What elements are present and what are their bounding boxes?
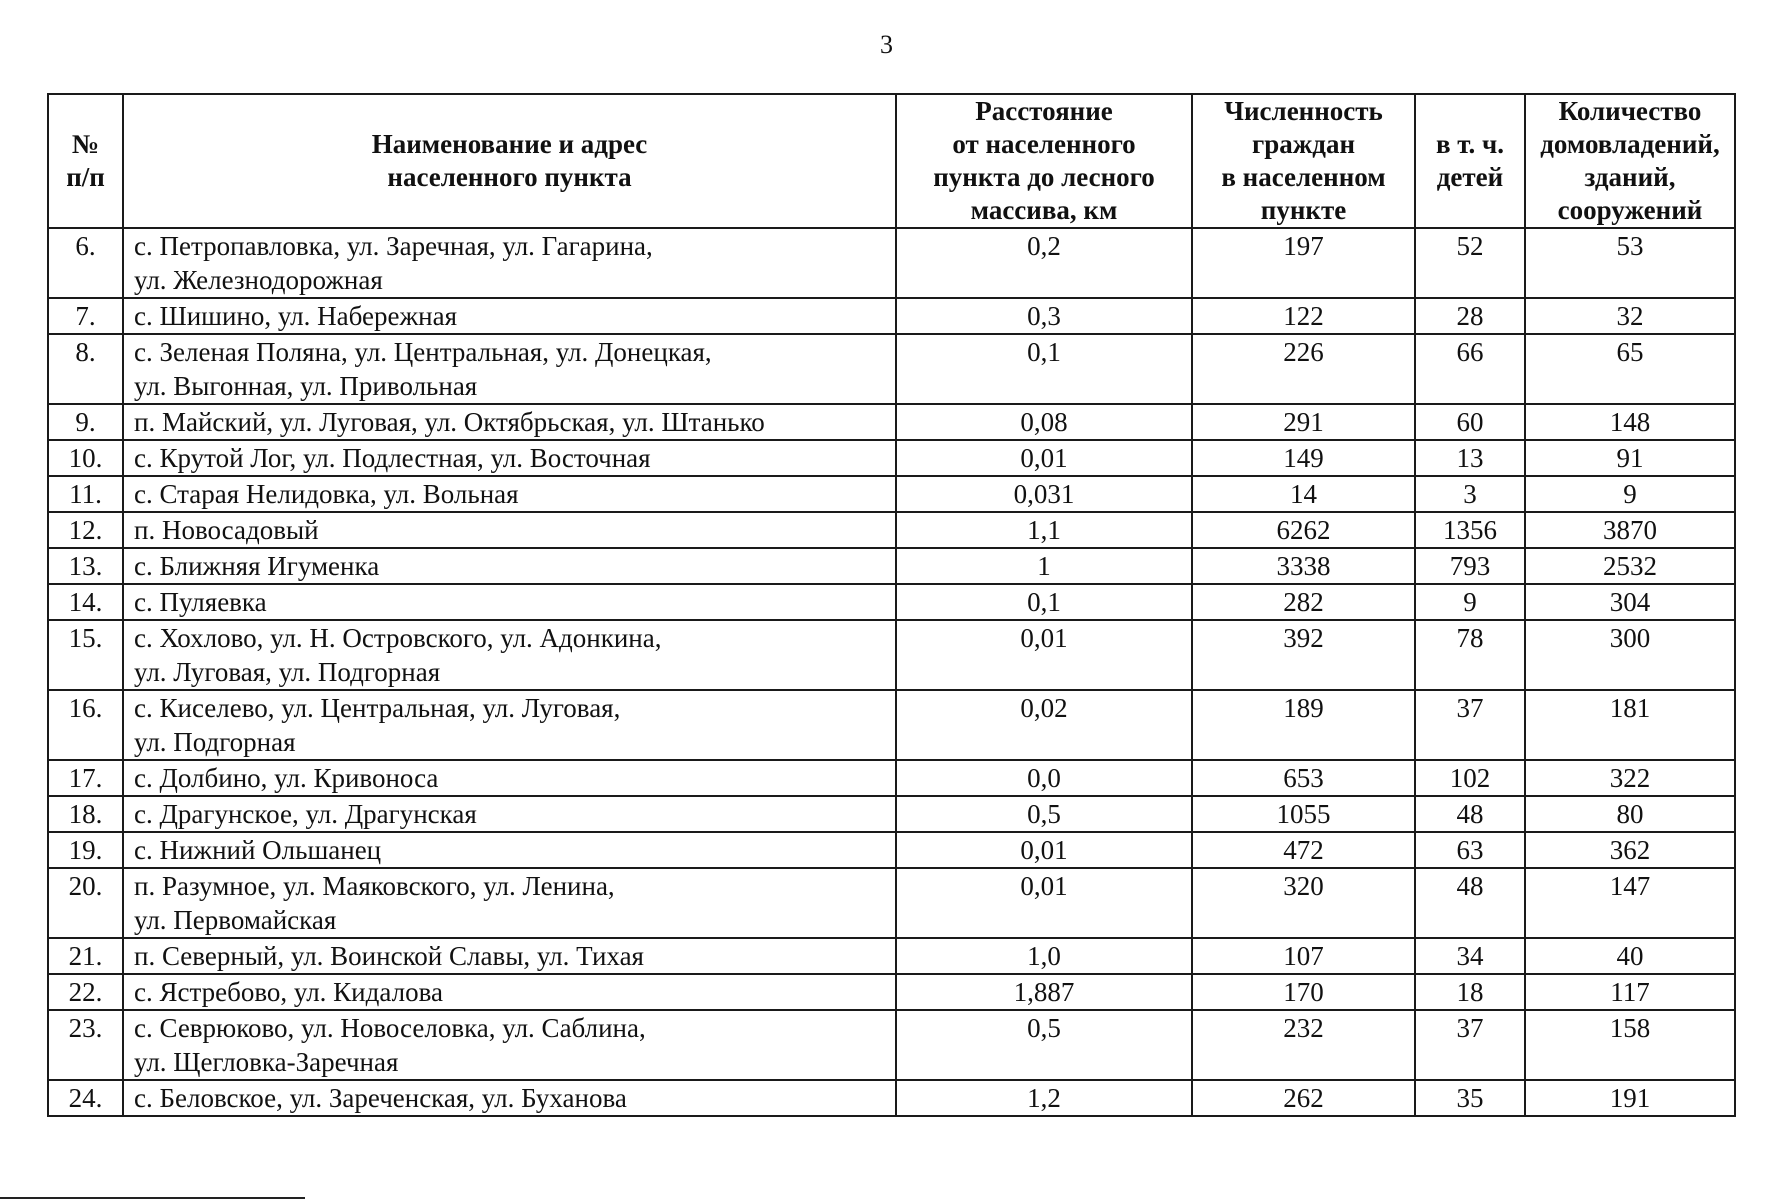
children-count-cell: 63 — [1415, 832, 1525, 868]
population-cell: 653 — [1192, 760, 1415, 796]
header-num — [48, 94, 123, 228]
settlement-name-cell: с. Нижний Ольшанец — [123, 832, 896, 868]
children-count-cell: 1356 — [1415, 512, 1525, 548]
footnote-rule — [0, 1197, 305, 1199]
buildings-count-cell: 158 — [1525, 1010, 1735, 1080]
distance-to-forest-cell: 0,031 — [896, 476, 1192, 512]
population-cell: 6262 — [1192, 512, 1415, 548]
settlement-name-cell: п. Северный, ул. Воинской Славы, ул. Тихая — [123, 938, 896, 974]
table-row — [48, 512, 1735, 548]
buildings-count-cell: 300 — [1525, 620, 1735, 690]
buildings-count-cell: 148 — [1525, 404, 1735, 440]
population-cell: 291 — [1192, 404, 1415, 440]
table-row — [48, 404, 1735, 440]
table-row — [48, 868, 1735, 938]
header-children — [1415, 94, 1525, 228]
buildings-count-cell: 322 — [1525, 760, 1735, 796]
population-cell: 14 — [1192, 476, 1415, 512]
row-number-cell: 10. — [48, 440, 123, 476]
buildings-count-cell: 117 — [1525, 974, 1735, 1010]
distance-to-forest-cell: 0,01 — [896, 832, 1192, 868]
table-row — [48, 476, 1735, 512]
population-cell: 232 — [1192, 1010, 1415, 1080]
table-row — [48, 298, 1735, 334]
population-cell: 170 — [1192, 974, 1415, 1010]
settlements-table — [47, 93, 1736, 1117]
settlement-name-cell: с. Киселево, ул. Центральная, ул. Луговая, ул. Подгорная — [123, 690, 896, 760]
distance-to-forest-cell: 0,01 — [896, 868, 1192, 938]
settlement-name-cell: с. Севрюково, ул. Новоселовка, ул. Саблина, ул. Щегловка-Заречная — [123, 1010, 896, 1080]
row-number-cell: 24. — [48, 1080, 123, 1116]
population-cell: 122 — [1192, 298, 1415, 334]
header-distance-text: Расстояние от населенного пункта до лесного массива, км — [933, 96, 1155, 225]
distance-to-forest-cell: 1,887 — [896, 974, 1192, 1010]
buildings-count-cell: 3870 — [1525, 512, 1735, 548]
distance-to-forest-cell: 0,2 — [896, 228, 1192, 298]
header-population-text: Численность граждан в населенном пункте — [1221, 96, 1386, 225]
settlement-name-cell: с. Старая Нелидовка, ул. Вольная — [123, 476, 896, 512]
population-cell: 107 — [1192, 938, 1415, 974]
row-number-cell: 7. — [48, 298, 123, 334]
children-count-cell: 48 — [1415, 868, 1525, 938]
distance-to-forest-cell: 0,5 — [896, 796, 1192, 832]
distance-to-forest-cell: 0,08 — [896, 404, 1192, 440]
settlement-name-cell: с. Крутой Лог, ул. Подлестная, ул. Восточная — [123, 440, 896, 476]
distance-to-forest-cell: 1 — [896, 548, 1192, 584]
buildings-count-cell: 147 — [1525, 868, 1735, 938]
buildings-count-cell: 80 — [1525, 796, 1735, 832]
children-count-cell: 3 — [1415, 476, 1525, 512]
buildings-count-cell: 304 — [1525, 584, 1735, 620]
population-cell: 282 — [1192, 584, 1415, 620]
row-number-cell: 22. — [48, 974, 123, 1010]
settlement-name-cell: п. Новосадовый — [123, 512, 896, 548]
children-count-cell: 13 — [1415, 440, 1525, 476]
children-count-cell: 793 — [1415, 548, 1525, 584]
distance-to-forest-cell: 1,1 — [896, 512, 1192, 548]
buildings-count-cell: 181 — [1525, 690, 1735, 760]
population-cell: 226 — [1192, 334, 1415, 404]
distance-to-forest-cell: 0,0 — [896, 760, 1192, 796]
table-body — [48, 228, 1735, 1116]
population-cell: 149 — [1192, 440, 1415, 476]
header-name — [123, 94, 896, 228]
settlement-name-cell: п. Майский, ул. Луговая, ул. Октябрьская, ул. Штанько — [123, 404, 896, 440]
distance-to-forest-cell: 0,1 — [896, 334, 1192, 404]
row-number-cell: 21. — [48, 938, 123, 974]
table-row — [48, 228, 1735, 298]
children-count-cell: 37 — [1415, 1010, 1525, 1080]
header-distance — [896, 94, 1192, 228]
children-count-cell: 28 — [1415, 298, 1525, 334]
buildings-count-cell: 362 — [1525, 832, 1735, 868]
children-count-cell: 48 — [1415, 796, 1525, 832]
buildings-count-cell: 91 — [1525, 440, 1735, 476]
header-children-text: в т. ч. детей — [1435, 129, 1505, 192]
table-row — [48, 548, 1735, 584]
buildings-count-cell: 65 — [1525, 334, 1735, 404]
settlement-name-cell: с. Петропавловка, ул. Заречная, ул. Гагарина, ул. Железнодорожная — [123, 228, 896, 298]
row-number-cell: 15. — [48, 620, 123, 690]
buildings-count-cell: 40 — [1525, 938, 1735, 974]
settlement-name-cell: с. Зеленая Поляна, ул. Центральная, ул. Донецкая, ул. Выгонная, ул. Привольная — [123, 334, 896, 404]
population-cell: 189 — [1192, 690, 1415, 760]
settlement-name-cell: с. Ястребово, ул. Кидалова — [123, 974, 896, 1010]
settlement-name-cell: с. Ближняя Игуменка — [123, 548, 896, 584]
buildings-count-cell: 32 — [1525, 298, 1735, 334]
population-cell: 320 — [1192, 868, 1415, 938]
distance-to-forest-cell: 0,02 — [896, 690, 1192, 760]
population-cell: 392 — [1192, 620, 1415, 690]
settlement-name-cell: с. Долбино, ул. Кривоноса — [123, 760, 896, 796]
distance-to-forest-cell: 0,01 — [896, 440, 1192, 476]
settlement-name-cell: с. Хохлово, ул. Н. Островского, ул. Адонкина, ул. Луговая, ул. Подгорная — [123, 620, 896, 690]
row-number-cell: 8. — [48, 334, 123, 404]
row-number-cell: 19. — [48, 832, 123, 868]
row-number-cell: 18. — [48, 796, 123, 832]
children-count-cell: 66 — [1415, 334, 1525, 404]
population-cell: 197 — [1192, 228, 1415, 298]
children-count-cell: 18 — [1415, 974, 1525, 1010]
header-num-text: № п/п — [66, 129, 105, 192]
population-cell: 472 — [1192, 832, 1415, 868]
buildings-count-cell: 53 — [1525, 228, 1735, 298]
children-count-cell: 37 — [1415, 690, 1525, 760]
row-number-cell: 14. — [48, 584, 123, 620]
children-count-cell: 35 — [1415, 1080, 1525, 1116]
row-number-cell: 11. — [48, 476, 123, 512]
distance-to-forest-cell: 0,5 — [896, 1010, 1192, 1080]
table-row — [48, 1080, 1735, 1116]
row-number-cell: 20. — [48, 868, 123, 938]
children-count-cell: 78 — [1415, 620, 1525, 690]
row-number-cell: 23. — [48, 1010, 123, 1080]
table-row — [48, 832, 1735, 868]
table-row — [48, 584, 1735, 620]
settlement-name-cell: с. Шишино, ул. Набережная — [123, 298, 896, 334]
row-number-cell: 9. — [48, 404, 123, 440]
row-number-cell: 12. — [48, 512, 123, 548]
header-population — [1192, 94, 1415, 228]
table-row — [48, 796, 1735, 832]
buildings-count-cell: 2532 — [1525, 548, 1735, 584]
table-row — [48, 1010, 1735, 1080]
distance-to-forest-cell: 0,3 — [896, 298, 1192, 334]
row-number-cell: 17. — [48, 760, 123, 796]
distance-to-forest-cell: 1,0 — [896, 938, 1192, 974]
row-number-cell: 6. — [48, 228, 123, 298]
header-buildings — [1525, 94, 1735, 228]
header-buildings-text: Количество домовладений, зданий, сооружений — [1540, 96, 1720, 225]
table-row — [48, 620, 1735, 690]
settlement-name-cell: п. Разумное, ул. Маяковского, ул. Ленина, ул. Первомайская — [123, 868, 896, 938]
table-row — [48, 760, 1735, 796]
page-number: 3 — [880, 30, 893, 59]
buildings-count-cell: 191 — [1525, 1080, 1735, 1116]
buildings-count-cell: 9 — [1525, 476, 1735, 512]
table-row — [48, 974, 1735, 1010]
population-cell: 1055 — [1192, 796, 1415, 832]
children-count-cell: 9 — [1415, 584, 1525, 620]
header-name-text: Наименование и адрес населенного пункта — [371, 129, 648, 192]
table-header-row — [48, 94, 1735, 228]
table-row — [48, 440, 1735, 476]
row-number-cell: 16. — [48, 690, 123, 760]
row-number-cell: 13. — [48, 548, 123, 584]
distance-to-forest-cell: 0,01 — [896, 620, 1192, 690]
distance-to-forest-cell: 1,2 — [896, 1080, 1192, 1116]
settlement-name-cell: с. Беловское, ул. Зареченская, ул. Буханова — [123, 1080, 896, 1116]
population-cell: 262 — [1192, 1080, 1415, 1116]
table-row — [48, 334, 1735, 404]
children-count-cell: 60 — [1415, 404, 1525, 440]
settlement-name-cell: с. Пуляевка — [123, 584, 896, 620]
children-count-cell: 34 — [1415, 938, 1525, 974]
population-cell: 3338 — [1192, 548, 1415, 584]
children-count-cell: 102 — [1415, 760, 1525, 796]
children-count-cell: 52 — [1415, 228, 1525, 298]
table-row — [48, 690, 1735, 760]
table-row — [48, 938, 1735, 974]
distance-to-forest-cell: 0,1 — [896, 584, 1192, 620]
settlement-name-cell: с. Драгунское, ул. Драгунская — [123, 796, 896, 832]
